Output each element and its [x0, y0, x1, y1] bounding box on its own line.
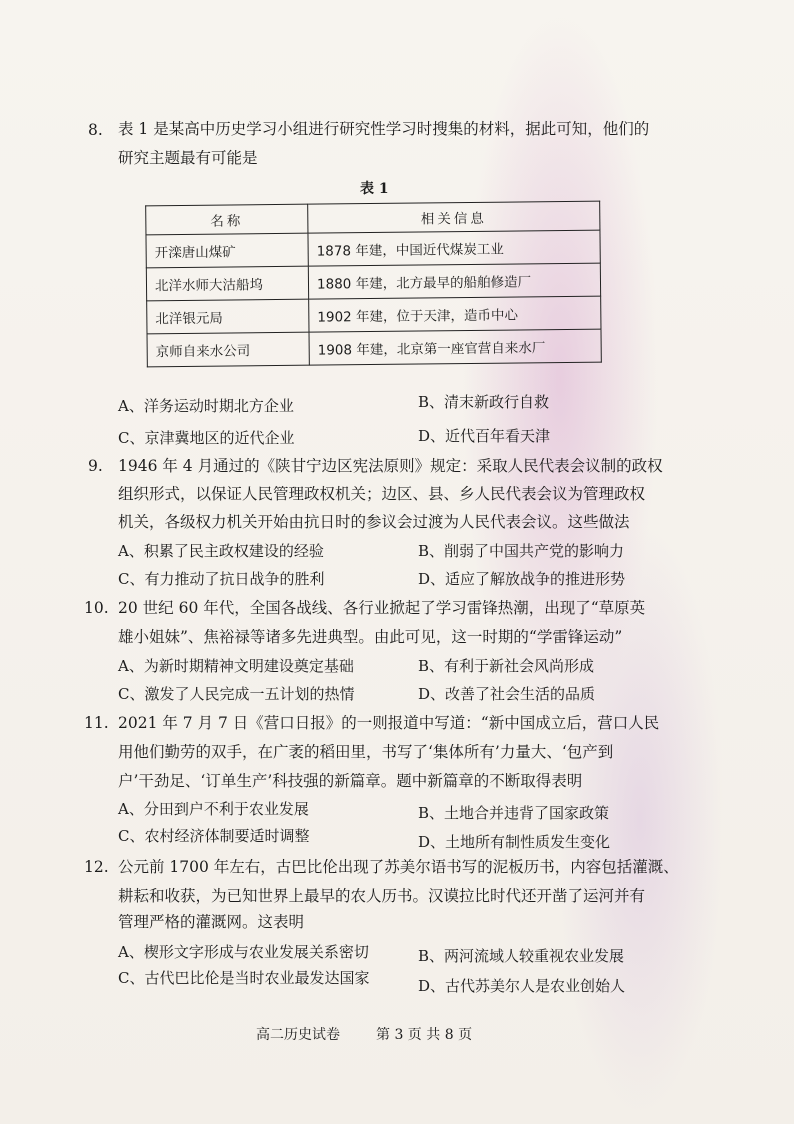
question-12-line-2: 耕耘和收获，为已知世界上最早的农人历书。汉谟拉比时代还开凿了运河并有 — [118, 887, 646, 905]
table-cell-info: 1902 年建，位于天津，造币中心 — [309, 296, 601, 332]
question-12-option-d: D、古代苏美尔人是农业创始人 — [418, 977, 626, 995]
table-row — [146, 263, 600, 301]
question-11-option-a: A、分田到户不利于农业发展 — [118, 800, 309, 818]
question-9-line-3: 机关，各级权力机关开始由抗日时的参议会过渡为人民代表会议。这些做法 — [118, 513, 630, 531]
table-cell-info: 1908 年建，北京第一座官营自来水厂 — [309, 329, 601, 365]
table-header-info: 相关信息 — [308, 201, 600, 233]
question-8-line-2: 研究主题最有可能是 — [118, 149, 258, 167]
question-11-line-2: 用他们勤劳的双手，在广袤的稻田里，书写了‘集体所有’力量大、‘包产到 — [118, 743, 614, 761]
info-table — [145, 201, 602, 368]
question-12-option-b: B、两河流域人较重视农业发展 — [418, 947, 625, 965]
question-11-line-3: 户’干劲足、‘订单生产’科技强的新篇章。题中新篇章的不断取得表明 — [118, 772, 583, 790]
question-10-option-b: B、有利于新社会风尚形成 — [418, 657, 595, 675]
question-8-option-c: C、京津冀地区的近代企业 — [118, 429, 295, 447]
table-cell-name: 京师自来水公司 — [147, 332, 309, 367]
table-row — [147, 296, 601, 334]
question-9-option-a: A、积累了民主政权建设的经验 — [118, 542, 324, 560]
table-header-name: 名称 — [146, 204, 308, 235]
question-8-line-1: 表 1 是某高中历史学习小组进行研究性学习时搜集的材料，据此可知，他们的 — [118, 120, 650, 138]
table-caption: 表 1 — [360, 181, 389, 197]
question-9-option-b: B、削弱了中国共产党的影响力 — [418, 542, 625, 560]
question-12-line-1: 公元前 1700 年左右，古巴比伦出现了苏美尔语书写的泥板历书，内容包括灌溉、 — [118, 858, 679, 876]
table-cell-info: 1878 年建，中国近代煤炭工业 — [308, 230, 600, 266]
question-12-option-a: A、楔形文字形成与农业发展关系密切 — [118, 943, 369, 961]
table-cell-info: 1880 年建，北方最早的船舶修造厂 — [308, 263, 600, 299]
footer-exam-title: 高二历史试卷 — [256, 1027, 340, 1043]
question-11-option-b: B、土地合并违背了国家政策 — [418, 804, 610, 822]
question-11-line-1: 2021 年 7 月 7 日《营口日报》的一则报道中写道：“新中国成立后，营口人民 — [118, 714, 660, 732]
table-cell-name: 北洋水师大沽船坞 — [146, 266, 308, 301]
table-cell-name: 开滦唐山煤矿 — [146, 233, 308, 268]
question-10-option-c: C、激发了人民完成一五计划的热情 — [118, 685, 355, 703]
question-9-line-1: 1946 年 4 月通过的《陕甘宁边区宪法原则》规定：采取人民代表会议制的政权 — [118, 457, 663, 475]
question-8-option-a: A、洋务运动时期北方企业 — [118, 397, 294, 415]
question-8-option-d: D、近代百年看天津 — [418, 427, 551, 445]
question-9-option-c: C、有力推动了抗日战争的胜利 — [118, 570, 325, 588]
question-11-option-c: C、农村经济体制要适时调整 — [118, 827, 310, 845]
question-10-line-1: 20 世纪 60 年代，全国各战线、各行业掀起了学习雷锋热潮，出现了“草原英 — [118, 599, 646, 617]
question-number-11: 11. — [84, 714, 109, 732]
question-10-option-a: A、为新时期精神文明建设奠定基础 — [118, 657, 354, 675]
table-header-row — [146, 201, 600, 235]
question-11-option-d: D、土地所有制性质发生变化 — [418, 833, 611, 851]
question-10-line-2: 雄小姐妹”、焦裕禄等诸多先进典型。由此可见，这一时期的“学雷锋运动” — [118, 628, 623, 646]
question-10-option-d: D、改善了社会生活的品质 — [418, 685, 596, 703]
question-8-option-b: B、清末新政行自救 — [418, 393, 550, 411]
question-9-line-2: 组织形式，以保证人民管理政权机关；边区、县、乡人民代表会议为管理政权 — [118, 485, 646, 503]
table-cell-name: 北洋银元局 — [147, 299, 309, 334]
question-number-10: 10. — [84, 599, 109, 617]
question-number-12: 12. — [84, 858, 109, 876]
question-number-8: 8. — [88, 121, 103, 139]
question-12-line-3: 管理严格的灌溉网。这表明 — [118, 913, 305, 931]
question-number-9: 9. — [88, 457, 103, 475]
question-12-option-c: C、古代巴比伦是当时农业最发达国家 — [118, 969, 370, 987]
footer-page-number: 第 3 页 共 8 页 — [376, 1027, 473, 1043]
table-row — [147, 329, 601, 367]
table-row — [146, 230, 600, 268]
question-9-option-d: D、适应了解放战争的推进形势 — [418, 570, 626, 588]
